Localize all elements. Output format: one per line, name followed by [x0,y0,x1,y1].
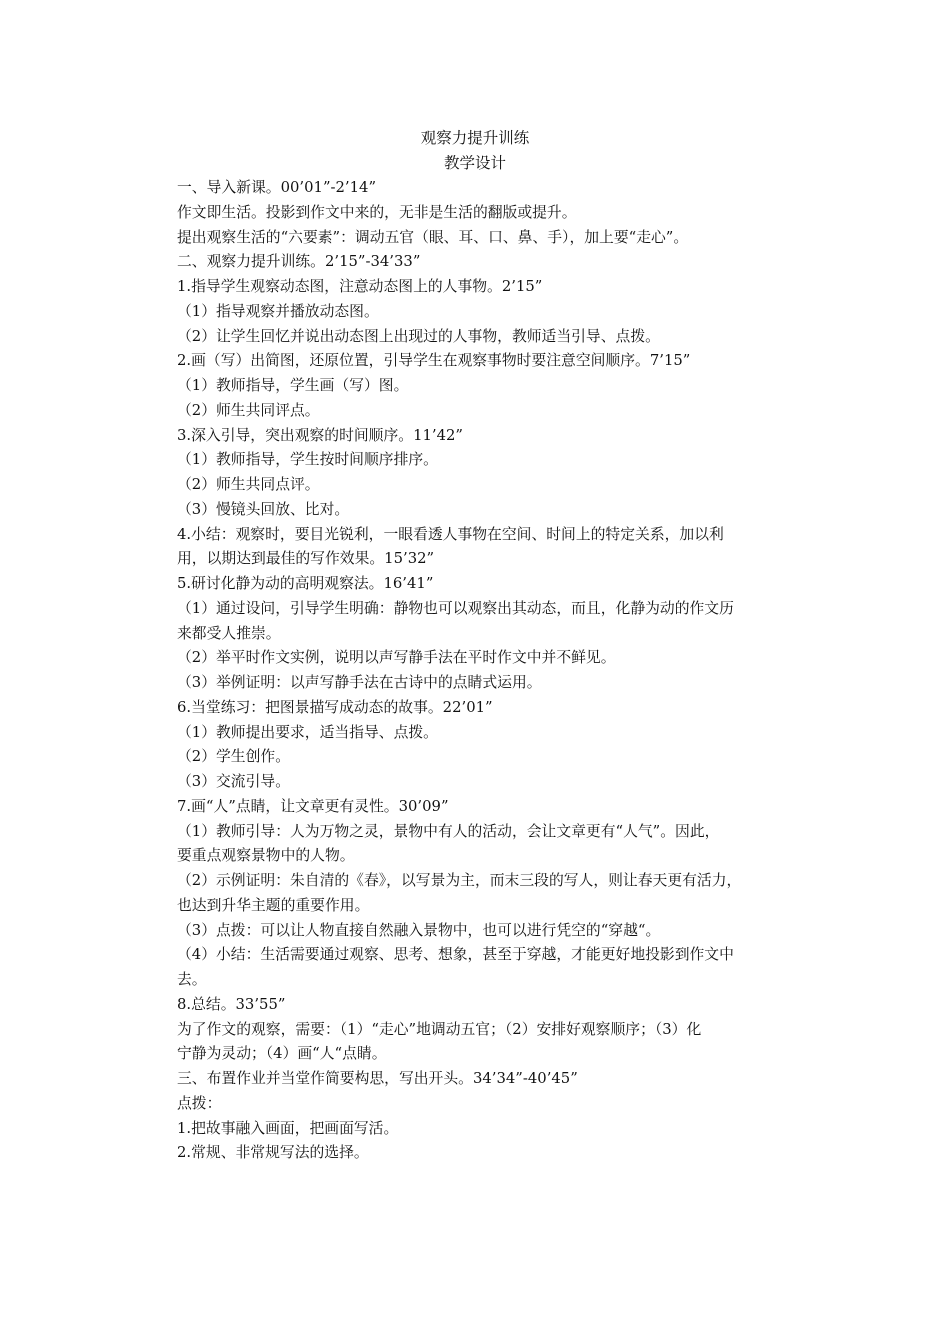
text-line: （2）师生共同点评。 [177,476,320,493]
text-line: 来都受人推崇。 [177,624,281,642]
text-line: （3）点拨：可以让人物直接自然融入景物中，也可以进行凭空的“穿越“。 [177,921,661,939]
text-line: 7.画“人”点睛，让文章更有灵性。30’09” [177,797,449,815]
text-line: （4）小结：生活需要通过观察、思考、想象，甚至于穿越，才能更好地投影到作文中 [177,946,734,964]
text-line: （1）通过设问，引导学生明确：静物也可以观察出其动态，而且，化静为动的作文历 [177,599,734,617]
text-line: 二、观察力提升训练。2’15”-34’33” [177,253,421,271]
text-line: 点拨： [177,1094,222,1112]
text-line: （2）举平时作文实例，说明以声写静手法在平时作文中并不鲜见。 [177,649,616,667]
text-line: 为了作文的观察，需要：（1）“走心”地调动五官；（2）安排好观察顺序；（3）化 [177,1020,702,1038]
text-line: 要重点观察景物中的人物。 [177,847,355,865]
text-line: 三、布置作业并当堂作简要构思，写出开头。34’34”-40’45” [177,1070,578,1087]
text-line: （1）教师指导，学生按时间顺序排序。 [177,451,438,469]
text-line: 提出观察生活的“六要素”：调动五官（眼、耳、口、鼻、手），加上要“走心”。 [177,228,689,246]
text-line: （3）交流引导。 [177,773,290,790]
text-line: 4.小结：观察时，要目光锐利，一眼看透人事物在空间、时间上的特定关系，加以利 [177,525,724,543]
text-line: 1.把故事融入画面，把画面写活。 [177,1119,399,1137]
text-line: 8.总结。33’55” [177,995,286,1013]
text-line: 5.研讨化静为动的高明观察法。16’41” [177,575,434,592]
text-line: （2）师生共同评点。 [177,401,320,419]
document-title: 观察力提升训练 [420,129,530,147]
text-line: 去。 [177,971,207,988]
text-line: 3.深入引导，突出观察的时间顺序。11’42” [177,426,463,444]
text-line: 6.当堂练习：把图景描写成动态的故事。22’01” [177,698,493,716]
document-subtitle: 教学设计 [443,154,506,172]
text-line: （1）指导观察并播放动态图。 [177,302,379,320]
text-line: （2）学生创作。 [177,748,290,766]
text-line: （1）教师指导，学生画（写）图。 [177,377,409,394]
text-line: 1.指导学生观察动态图，注意动态图上的人事物。2’15” [177,278,543,295]
text-line: （1）教师提出要求，适当指导、点拨。 [177,723,438,741]
text-line: （1）教师引导：人为万物之灵，景物中有人的活动，会让文章更有“人气”。因此， [177,822,720,840]
document-body [177,176,817,1166]
text-line: 也达到升华主题的重要作用。 [177,896,370,914]
text-line: 2.画（写）出简图，还原位置，引导学生在观察事物时要注意空间顺序。7’15” [177,352,691,370]
text-line: （3）慢镜头回放、比对。 [177,500,350,518]
text-line: （3）举例证明：以声写静手法在古诗中的点睛式运用。 [177,674,542,691]
text-line: （2）示例证明：朱自清的《春》，以写景为主，而末三段的写人，则让春天更有活力， [177,872,742,889]
text-line: （2）让学生回忆并说出动态图上出现过的人事物，教师适当引导、点拨。 [177,327,660,345]
text-line: 宁静为灵动；（4）画“人“点睛。 [177,1045,387,1063]
text-line: 一、导入新课。00’01”-2’14” [177,179,377,196]
text-line: 作文即生活。投影到作文中来的，无非是生活的翻版或提升。 [177,203,577,221]
text-line: 用，以期达到最佳的写作效果。15’32” [177,550,435,568]
text-line: 2.常规、非常规写法的选择。 [177,1144,369,1162]
